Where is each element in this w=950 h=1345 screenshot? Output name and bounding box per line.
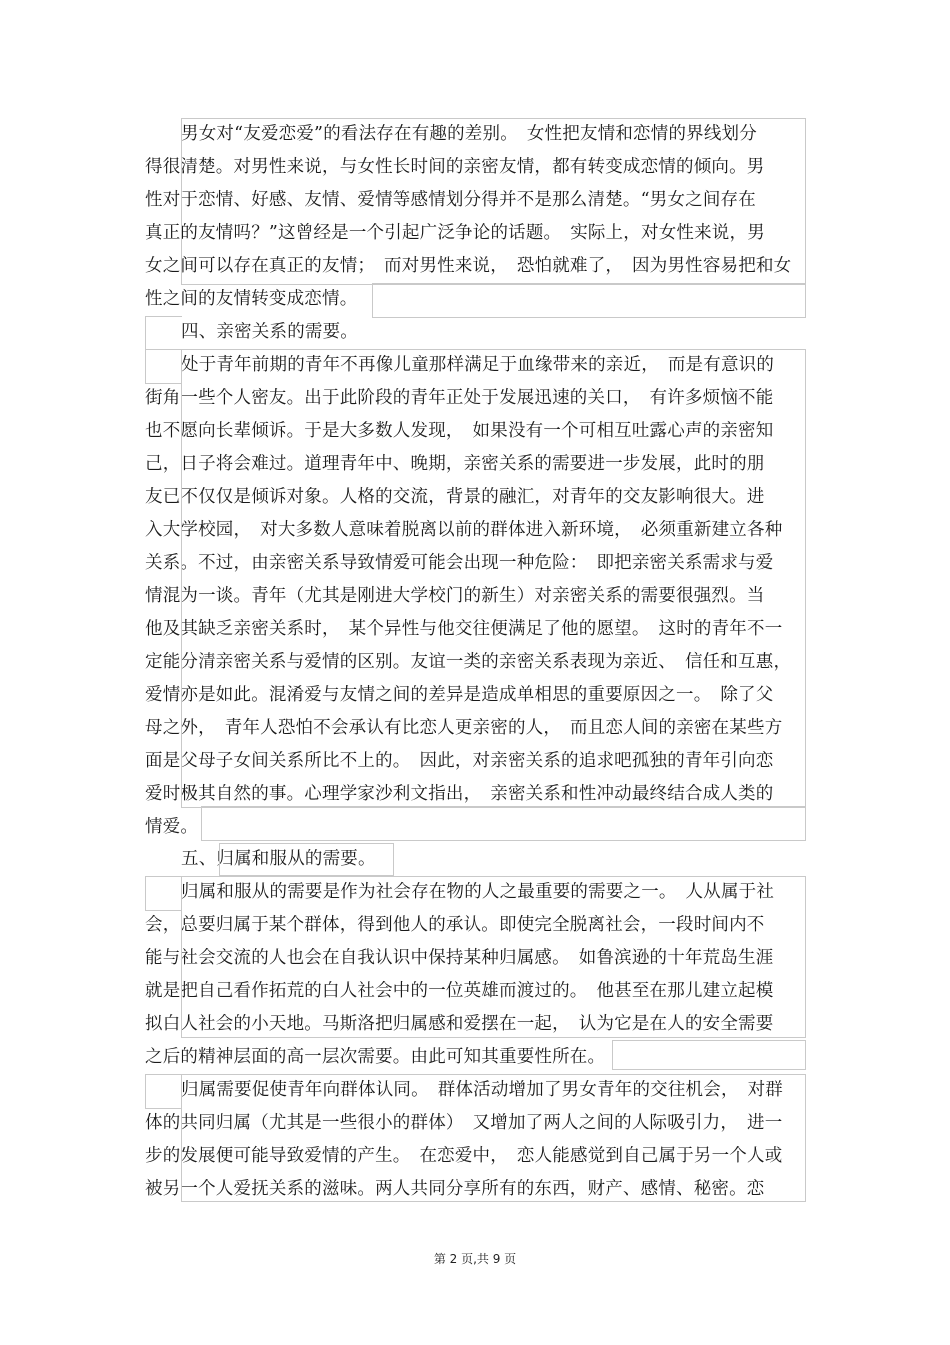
paragraph [145, 118, 805, 316]
text-line: 定能分清亲密关系与爱情的区别。友谊一类的亲密关系表现为亲近、 信任和互惠， [145, 652, 792, 672]
text-line: 面是父母子女间关系所比不上的。 因此，对亲密关系的追求吧孤独的青年引向恋 [145, 751, 774, 771]
text-line: 入大学校园， 对大多数人意味着脱离以前的群体进入新环境， 必须重新建立各种 [145, 520, 783, 540]
text-line: 真正的友情吗？”这曾经是一个引起广泛争论的话题。 实际上，对女性来说，男 [145, 223, 765, 243]
text-line: 母之外， 青年人恐怕不会承认有比恋人更亲密的人， 而且恋人间的亲密在某些方 [145, 718, 783, 738]
page-footer: 第 2 页,共 9 页 [433, 1252, 517, 1266]
text-line: 也不愿向长辈倾诉。于是大多数人发现， 如果没有一个可相互吐露心声的亲密知 [145, 421, 774, 441]
text-line: 关系。不过，由亲密关系导致情爱可能会出现一种危险： 即把亲密关系需求与爱 [145, 553, 774, 573]
paragraph [145, 1074, 805, 1206]
text-line: 得很清楚。对男性来说，与女性长时间的亲密友情，都有转变成恋情的倾向。男 [145, 157, 765, 177]
text-line: 归属和服从的需要是作为社会存在物的人之最重要的需要之一。 人从属于社 [181, 882, 775, 902]
text-line: 爱时极其自然的事。心理学家沙利文指出， 亲密关系和性冲动最终结合成人类的 [145, 784, 774, 804]
text-line: 归属需要促使青年向群体认同。 群体活动增加了男女青年的交往机会， 对群 [181, 1080, 783, 1100]
text-line: 女之间可以存在真正的友情； 而对男性来说， 恐怕就难了， 因为男性容易把和女 [145, 256, 792, 276]
text-line: 街角一些个人密友。出于此阶段的青年正处于发展迅速的关口， 有许多烦恼不能 [145, 388, 774, 408]
text-line: 情爱。 [145, 817, 199, 837]
text-line: 友已不仅仅是倾诉对象。人格的交流，背景的融汇，对青年的交友影响很大。进 [145, 487, 765, 507]
paragraph [145, 349, 805, 844]
text-line: 他及其缺乏亲密关系时， 某个异性与他交往便满足了他的愿望。 这时的青年不一 [145, 619, 783, 639]
text-line: 男女对“友爱恋爱”的看法存在有趣的差别。 女性把友情和恋情的界线划分 [181, 124, 757, 144]
text-line: 被另一个人爱抚关系的滋味。两人共同分享所有的东西，财产、感情、秘密。恋 [145, 1179, 765, 1199]
heading-text: 四、亲密关系的需要。 [181, 322, 358, 342]
text-line: 会，总要归属于某个群体，得到他人的承认。即使完全脱离社会，一段时间内不 [145, 915, 765, 935]
text-line: 性之间的友情转变成恋情。 [145, 289, 358, 309]
text-line: 体的共同归属（尤其是一些很小的群体） 又增加了两人之间的人际吸引力， 进一 [145, 1113, 783, 1133]
text-line: 性对于恋情、好感、友情、爱情等感情划分得并不是那么清楚。“男女之间存在 [145, 190, 756, 210]
text-line: 己，日子将会难过。道理青年中、晚期，亲密关系的需要进一步发展，此时的朋 [145, 454, 765, 474]
section-heading [145, 843, 805, 876]
text-line: 步的发展便可能导致爱情的产生。 在恋爱中， 恋人能感觉到自己属于另一个人或 [145, 1146, 783, 1166]
text-line: 能与社会交流的人也会在自我认识中保持某种归属感。 如鲁滨逊的十年荒岛生涯 [145, 948, 774, 968]
text-line: 之后的精神层面的高一层次需要。由此可知其重要性所在。 [145, 1047, 606, 1067]
paragraph [145, 876, 805, 1074]
section-heading [145, 316, 805, 349]
text-line: 拟白人社会的小天地。马斯洛把归属感和爱摆在一起， 认为它是在人的安全需要 [145, 1014, 774, 1034]
text-line: 就是把自己看作拓荒的白人社会中的一位英雄而渡过的。 他甚至在那儿建立起模 [145, 981, 774, 1001]
text-line: 情混为一谈。青年（尤其是刚进大学校门的新生）对亲密关系的需要很强烈。当 [145, 586, 765, 606]
heading-text: 五、归属和服从的需要。 [181, 849, 376, 869]
text-line: 处于青年前期的青年不再像儿童那样满足于血缘带来的亲近， 而是有意识的 [181, 355, 775, 375]
text-line: 爱情亦是如此。混淆爱与友情之间的差异是造成单相思的重要原因之一。 除了父 [145, 685, 774, 705]
